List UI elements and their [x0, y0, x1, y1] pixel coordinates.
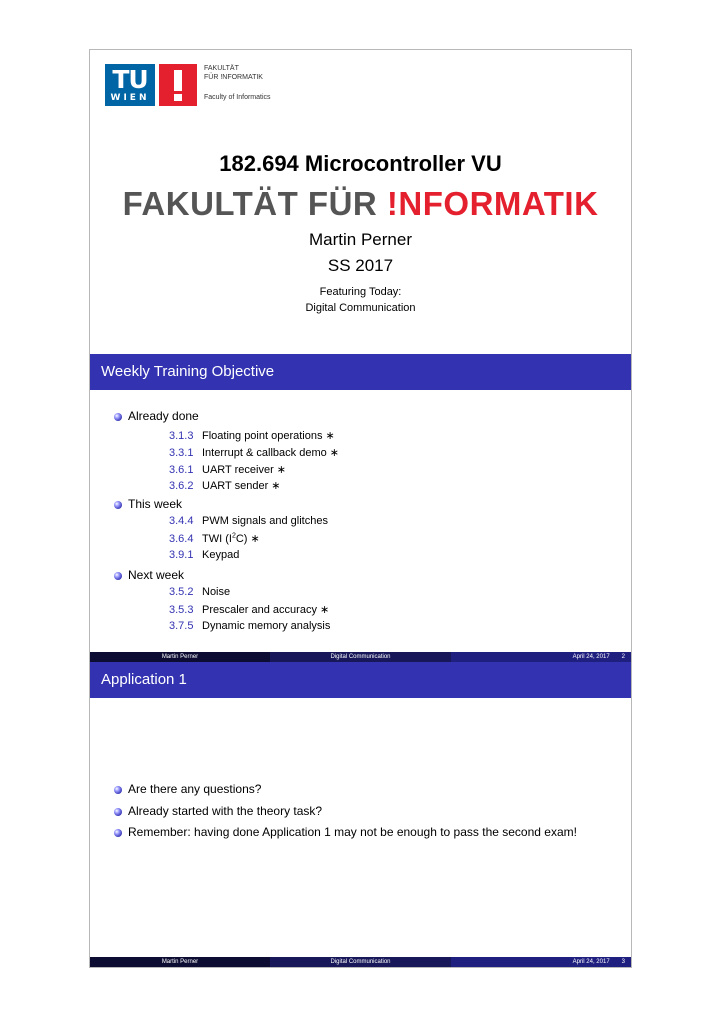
objective-item: [169, 463, 286, 476]
logo-tu-text: TU: [112, 65, 148, 94]
objective-text: Interrupt & callback demo ∗: [202, 447, 340, 459]
group-label: Already done: [128, 409, 199, 423]
objective-number: 3.6.4: [169, 533, 194, 545]
question-item: Already started with the theory task?: [128, 804, 323, 818]
objective-text: Floating point operations ∗: [202, 430, 335, 442]
faculty-title: [90, 185, 631, 223]
featuring-label: Featuring Today:: [319, 286, 402, 298]
bullet-icon: [114, 501, 122, 509]
slide-footer: [90, 957, 631, 967]
question-item: Remember: having done Application 1 may not be enough to pass the second exam!: [128, 825, 577, 839]
informatik-exclamation-icon: [159, 64, 197, 106]
semester: SS 2017: [327, 256, 394, 275]
objective-item: [169, 586, 230, 598]
course-title: 182.694 Microcontroller VU: [219, 151, 502, 176]
objective-number: 3.6.2: [169, 480, 194, 492]
bullet-icon: [114, 808, 122, 816]
bullet-icon: [114, 572, 122, 580]
objective-number: 3.1.3: [169, 430, 194, 442]
slide-title-bar: [90, 354, 631, 390]
footer-topic: Digital Communication: [270, 652, 451, 662]
faculty-title-part2: !NFORMATIK: [386, 185, 599, 222]
footer-date-page: [451, 652, 631, 662]
title-slide: [89, 49, 632, 354]
objective-number: 3.6.1: [169, 464, 194, 476]
objective-item: [169, 603, 329, 616]
objective-text-post: C) ∗: [235, 533, 260, 545]
objective-item: [169, 429, 335, 442]
footer-topic: Digital Communication: [270, 957, 451, 967]
objective-item: [169, 515, 328, 527]
objective-text: Noise: [202, 586, 231, 598]
group-label: This week: [128, 497, 183, 511]
weekly-objective-slide: [89, 354, 632, 662]
objective-number: 3.4.4: [169, 515, 194, 527]
logo-line-3: Faculty of Informatics: [204, 94, 271, 101]
objective-item: [169, 446, 339, 459]
footer-date: April 24, 2017: [572, 654, 610, 660]
objective-item: [169, 549, 239, 561]
topic-label: Digital Communication: [305, 302, 416, 314]
logo-line-1: FAKULTÄT: [204, 65, 239, 72]
objective-text: Dynamic memory analysis: [202, 620, 331, 632]
objective-text: UART receiver ∗: [202, 464, 286, 476]
question-item: Are there any questions?: [128, 782, 262, 796]
bullet-icon: [114, 413, 122, 421]
objective-text: UART sender ∗: [202, 480, 281, 492]
tu-wien-logo: [105, 64, 305, 106]
slide-title: Weekly Training Objective: [101, 363, 275, 380]
logo-line-2: FÜR !NFORMATIK: [204, 74, 263, 81]
footer-date-page: [451, 957, 631, 967]
objective-text: Keypad: [202, 549, 240, 561]
objective-item: [169, 532, 260, 545]
slide-title-bar: [90, 662, 631, 698]
footer-page-number: 3: [621, 959, 625, 965]
objective-text: Prescaler and accuracy ∗: [202, 604, 330, 616]
objective-text-pre: TWI (I: [202, 533, 232, 545]
objective-item: [169, 620, 330, 632]
footer-author: Martin Perner: [90, 957, 270, 967]
bullet-icon: [114, 786, 122, 794]
objective-number: 3.5.3: [169, 604, 194, 616]
objective-number: 3.9.1: [169, 549, 194, 561]
slide-footer: [90, 652, 631, 662]
faculty-title-part1: FAKULTÄT FÜR: [122, 185, 387, 222]
superscript: 2: [231, 532, 236, 540]
footer-page-number: 2: [621, 654, 625, 660]
objective-number: 3.7.5: [169, 620, 194, 632]
slide-title: Application 1: [101, 671, 187, 688]
author-name: Martin Perner: [309, 230, 412, 249]
tu-wien-logo-mark: [105, 64, 155, 106]
application-slide: [89, 662, 632, 968]
footer-date: April 24, 2017: [572, 959, 610, 965]
objective-text: PWM signals and glitches: [202, 515, 328, 527]
bullet-icon: [114, 829, 122, 837]
footer-author: Martin Perner: [90, 652, 270, 662]
objective-item: [169, 479, 281, 492]
objective-number: 3.5.2: [169, 586, 194, 598]
logo-wien-text: WIEN: [110, 93, 150, 103]
group-label: Next week: [128, 568, 185, 582]
objective-number: 3.3.1: [169, 447, 194, 459]
